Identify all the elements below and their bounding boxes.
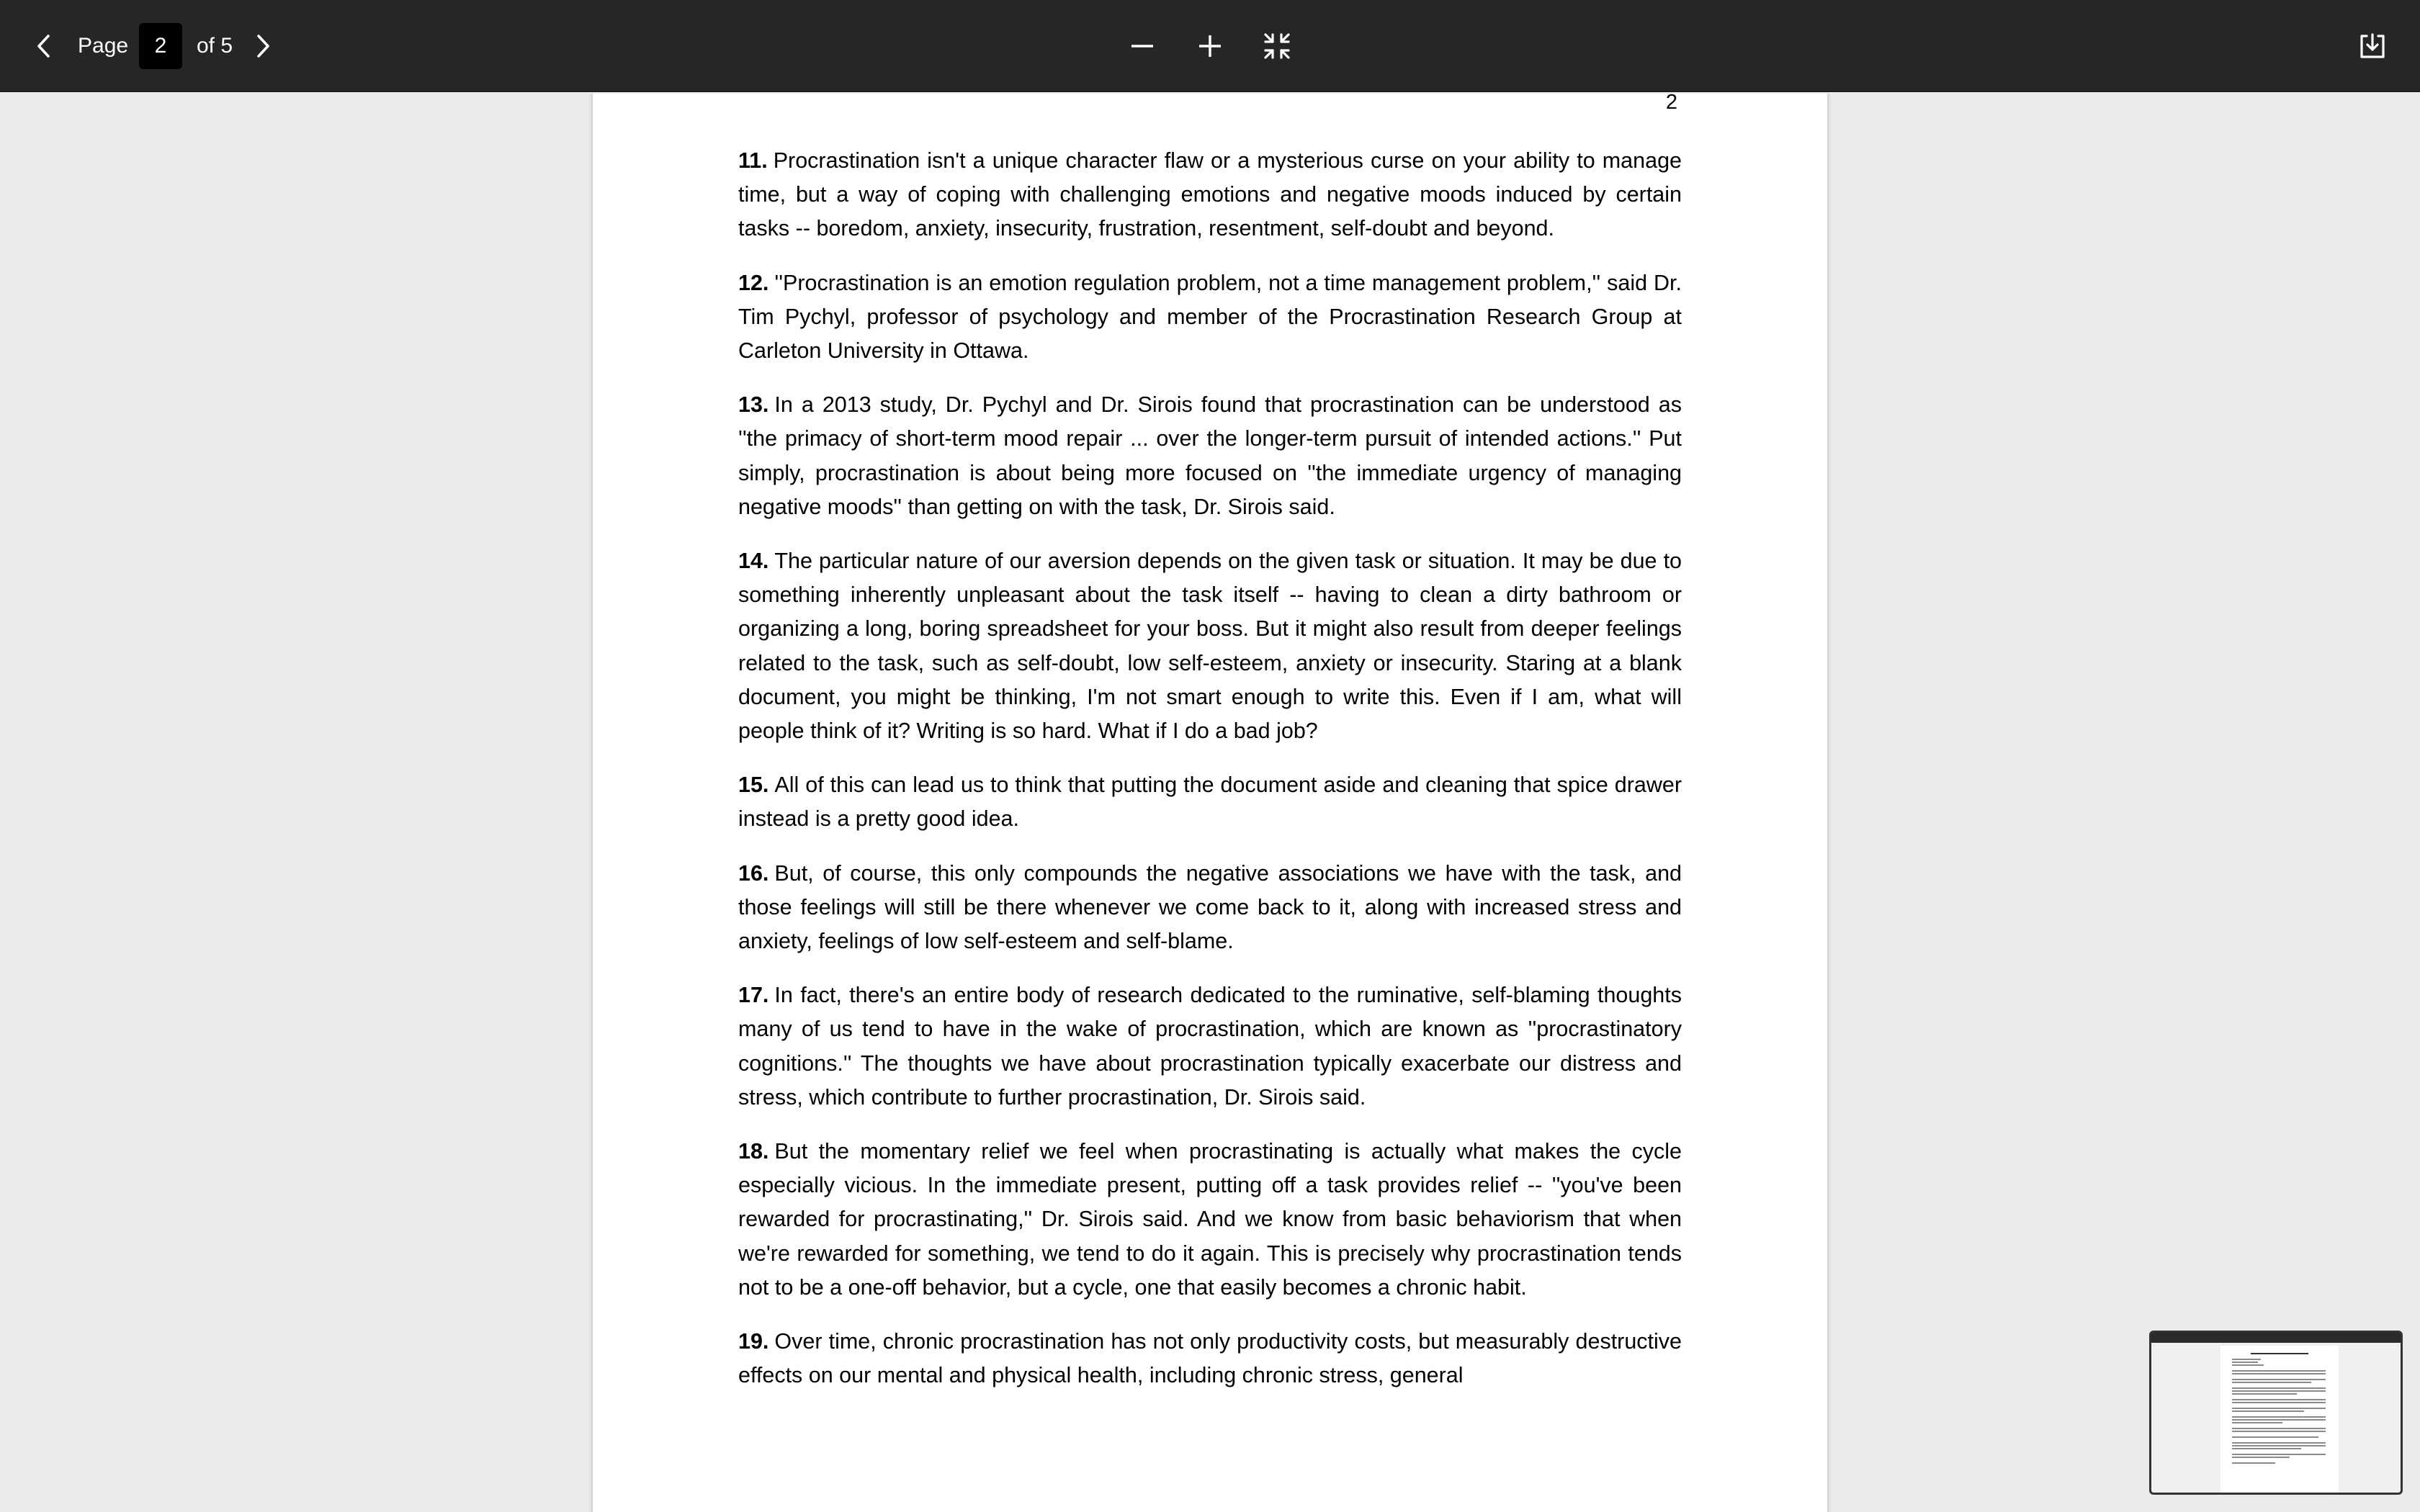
paragraph-19 [738, 1325, 1682, 1392]
paragraph-number: 13. [738, 392, 769, 418]
download-button[interactable] [2344, 17, 2401, 75]
paragraph-13 [738, 388, 1682, 524]
page-label: Page [78, 34, 129, 58]
fit-to-page-icon [1263, 32, 1291, 60]
paragraph-number: 18. [738, 1139, 769, 1164]
paragraph-text: But, of course, this only compounds the negative associations we have with the task, and those feelings will still be there whenever we come back to it, along with increased stress and anxiety, feelings of low self-esteem and self-blame. [738, 860, 1682, 954]
fit-to-page-button[interactable] [1248, 17, 1306, 75]
paragraph-number: 14. [738, 549, 769, 574]
paragraph-number: 17. [738, 983, 769, 1008]
plus-icon [1196, 32, 1224, 60]
thumbnail-toolbar [2151, 1333, 2401, 1343]
next-page-button[interactable] [233, 17, 291, 75]
paragraph-15 [738, 768, 1682, 836]
paragraph-number: 11. [738, 148, 768, 173]
paragraph-18 [738, 1135, 1682, 1305]
paragraph-text: But the momentary relief we feel when procrastinating is actually what makes the cycle especially vicious. In the immediate present, putting off a task provides relief -- ''you've been rewarded for procrastinating,'' Dr. Sirois said. And we know from basic behaviorism that when we're rewarded for something, we tend to do it again. This is precisely why procrastination tends not to be a one-off behavior, but a cycle, one that easily becomes a chronic habit. [738, 1139, 1682, 1300]
pdf-page [593, 94, 1827, 1512]
document-viewport[interactable] [0, 94, 2420, 1512]
previous-page-button[interactable] [16, 17, 73, 75]
page-number-input[interactable] [139, 23, 182, 69]
paragraph-number: 12. [738, 270, 769, 295]
minus-icon [1128, 32, 1157, 60]
paragraph-14 [738, 544, 1682, 748]
paragraph-text: In a 2013 study, Dr. Pychyl and Dr. Sirois found that procrastination can be understood as ''the primacy of short-term mood repair ... over the longer-term pursuit of intended actions.'' Put simply, procrastination is about being more focused on ''the immediate urgency of managing negative moods'' than getting on with the task, Dr. Sirois said. [738, 392, 1682, 519]
paragraph-number: 16. [738, 860, 769, 886]
paragraph-text: The particular nature of our aversion depends on the given task or situation. It may be due to something inherently unpleasant about the task itself -- having to clean a dirty bathroom or organizing a long, boring spreadsheet for your boss. But it might also result from deeper feelings related to the task, such as self-doubt, low self-esteem, anxiety or insecurity. Staring at a blank document, you might be thinking, I'm not smart enough to write this. Even if I am, what will people think of it? Writing is so hard. What if I do a bad job? [738, 549, 1682, 744]
paragraph-text: All of this can lead us to think that putting the document aside and cleaning that spice drawer instead is a pretty good idea. [738, 773, 1682, 832]
page-thumbnail-preview[interactable] [2149, 1331, 2403, 1495]
page-number: 2 [1665, 94, 1677, 114]
zoom-in-button[interactable] [1181, 17, 1239, 75]
paragraph-text: Procrastination isn't a unique character flaw or a mysterious curse on your ability to manage time, but a way of coping with challenging emotions and negative moods induced by certain tasks -- boredom, anxiety, insecurity, frustration, resentment, self-doubt and beyond. [738, 148, 1682, 241]
paragraph-number: 15. [738, 773, 769, 798]
paragraph-12 [738, 266, 1682, 369]
paragraph-number: 19. [738, 1329, 769, 1354]
paragraph-text: Over time, chronic procrastination has not only productivity costs, but measurably destructive effects on our mental and physical health, including chronic stress, general [738, 1329, 1682, 1388]
page-total-label: of 5 [197, 34, 233, 58]
zoom-out-button[interactable] [1113, 17, 1171, 75]
thumbnail-page [2220, 1346, 2339, 1495]
pdf-toolbar [0, 0, 2420, 92]
chevron-left-icon [30, 32, 59, 60]
paragraph-text: ''Procrastination is an emotion regulation problem, not a time management problem,'' said Dr. Tim Pychyl, professor of psychology and member of the Procrastination Research Group at Carleton University in Ottawa. [738, 270, 1682, 364]
download-icon [2358, 32, 2387, 60]
paragraph-text: In fact, there's an entire body of research dedicated to the ruminative, self-blaming thoughts many of us tend to have in the wake of procrastination, which are known as ''procrastinatory cognitions.'' The thoughts we have about procrastination typically exacerbate our distress and stress, which contribute to further procrastination, Dr. Sirois said. [738, 983, 1682, 1110]
paragraph-16 [738, 857, 1682, 959]
paragraph-11 [738, 144, 1682, 246]
page-text [738, 144, 1682, 1413]
paragraph-17 [738, 978, 1682, 1115]
chevron-right-icon [248, 32, 277, 60]
